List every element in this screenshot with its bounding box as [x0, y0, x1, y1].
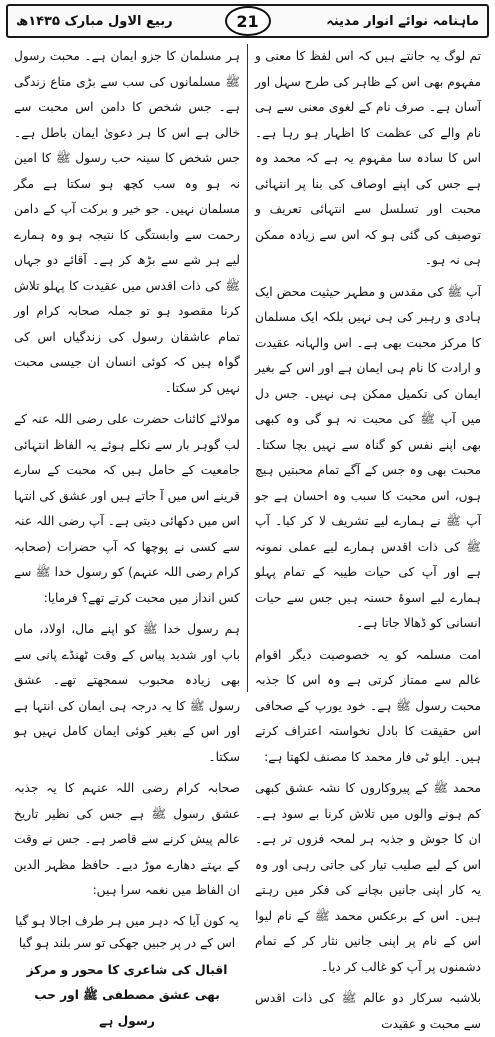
poem-line: اس کے در پر جبیں جھکی تو سر بلند ہو گیا [18, 935, 236, 950]
text-columns [8, 44, 487, 1031]
poem-attribution: اقبال کی شاعری کا محور و مرکز بھی عشق مصطفی ﷺ اور حب رسول ہے [26, 962, 228, 1028]
right-column [249, 44, 487, 1031]
column-divider [247, 44, 248, 692]
paragraph: امت مسلمہ کو یہ خصوصیت دیگر اقوام عالم سے ممتاز کرتی ہے وہ اس کا جذبہ محبت رسول ﷺ ہے۔ خود یورپ کے صحافی اس حقیقت کا بادل نخواستہ اعتراف کرتے ہیں۔ ایلو ٹی فار محمد کا مصنف لکھتا ہے: [255, 647, 481, 764]
paragraph: صحابہ کرام رضی اللہ عنہم کا یہ جذبہ عشق رسول ﷺ ہے جس کی نظیر تاریخ عالم پیش کرنے سے قاصر ہے۔ جس نے وقت کے بہتے دھارے موڑ دیے۔ حافظ مظہر الدین ان الفاظ میں نغمہ سرا ہیں: [14, 781, 240, 897]
magazine-title: ماہنامہ نوائے انوار مدینہ [326, 13, 479, 29]
page-header [6, 4, 489, 38]
paragraph: آپ ﷺ کی مقدس و مطہر حیثیت محض ایک ہادی و رہبر کی ہی نہیں بلکہ ایک مسلمان کا مرکز محبت بھی ہے۔ اس والہانہ عقیدت و ارادت کا نام ہی ایمان ہے اور اس کے بغیر ایمان کی تکمیل ممکن ہی نہیں۔ جس دل میں آپ ﷺ کی محبت نہ ہو گی وہ کبھی بھی اپنے نفس کو گناہ سے نہیں بچا سکتا۔ محبت بھی وہ جس کے آگے تمام محبتیں ہیچ ہوں، اس محبت کا سبب وہ احسان ہے جو آپ ﷺ نے ہمارے لیے تشریف لا کر کیا۔ آپ ﷺ کی ذات اقدس ہمارے لیے عملی نمونہ ہے اور آپ کی حیات طیبہ کے تمام پہلو ہمارے لیے اسوۂ حسنہ ہیں جس سے حیات انسانی کو ڈھالا جاتا ہے۔ [255, 284, 481, 630]
paragraph: بلاشبہ سرکار دو عالم ﷺ کی ذات اقدس سے محبت و عقیدت [255, 991, 481, 1031]
page-number: 21 [225, 6, 271, 36]
issue-date: ربیع الاول مبارک ۱۴۳۵ھ [16, 13, 173, 29]
paragraph: ہر مسلمان کا جزو ایمان ہے۔ محبت رسول ﷺ مسلمانوں کی سب سے بڑی متاع زندگی ہے۔ جس شخص کا دامن اس محبت سے خالی ہے اس کا ہر دعویٰ ایمان باطل ہے۔ جس شخص کا سینہ حب رسول ﷺ کا امین نہ ہو وہ سب کچھ ہو سکتا ہے مگر مسلمان نہیں۔ جو خیر و برکت آپ کے دامن رحمت سے وابستگی کا نتیجہ ہو وہ ہمارے لیے ہر شے سے بڑھ کر ہے۔ آقائے دو جہاں ﷺ کی ذات اقدس میں عقیدت کا پہلو تلاش کرنا مقصود ہو تو جملہ صحابہ کرام اور تمام عاشقان رسول کی زندگیاں اس کی گواہ ہیں کہ کوئی انسان ان جیسی محبت نہیں کر سکتا۔ [14, 49, 240, 395]
left-column [8, 44, 246, 1028]
paragraph: تم لوگ یہ جانتے ہیں کہ اس لفظ کا معنی و مفہوم بھی اس کے ظاہر کی طرح سہل اور آسان ہے۔ صرف نام کے لغوی معنی سے ہی نام والے کی عظمت کا اظہار ہو رہا ہے۔ اس کا سادہ سا مفہوم یہ ہے کہ محمد وہ ہے جس کی اپنے اوصاف کی بنا پر انتہائی محبت اور تسلسل سے انتہائی تعریف و توصیف کی گئی ہو کہ اس سے زیادہ ممکن ہی نہ ہو۔ [255, 49, 481, 267]
paragraph: محمد ﷺ کے پیروکاروں کا نشہ عشق کبھی کم ہونے والوں میں تلاش کرنا بے سود ہے۔ ان کا جوش و جذبہ ہر لمحہ فزوں تر ہے۔ اس کے لیے صلیب تیار کی جاتی رہی اور وہ یہ کار اپنی جانیں بچانے کی فکر میں رہتے ہیں۔ اس کے برعکس محمد ﷺ کے نام لیوا اس کے نام پر اپنی جانیں نثار کر کے تمام دشمنوں پر آپ کو غالب کر دیا۔ [255, 781, 481, 974]
poem-line: یہ کون آیا کہ دہر میں ہر طرف اجالا ہو گیا [15, 913, 239, 928]
paragraph: مولائے کائنات حضرت علی رضی اللہ عنہ کے لب گوہر بار سے نکلے ہوئے یہ الفاظ انتہائی جامعیت کے حامل ہیں کہ محبت کے سارے قرینے اس میں آ جاتے ہیں اور عشق کی انتہا اس میں دکھائی دیتی ہے۔ آپ رضی اللہ عنہ سے کسی نے پوچھا کہ آپ حضرات (صحابہ کرام رضی اللہ عنہم) کو رسول خدا ﷺ سے کس انداز میں محبت کرتے تھے؟ فرمایا: [14, 412, 240, 605]
paragraph: ہم رسول خدا ﷺ کو اپنے مال، اولاد، ماں باپ اور شدید پیاس کے وقت ٹھنڈے پانی سے بھی زیادہ محبوب سمجھتے تھے۔ عشق رسول ﷺ کا یہ درجہ ہی ایمان کی انتہا ہے اور اس کے بغیر کوئی ایمان کامل نہیں ہو سکتا۔ [14, 622, 240, 764]
